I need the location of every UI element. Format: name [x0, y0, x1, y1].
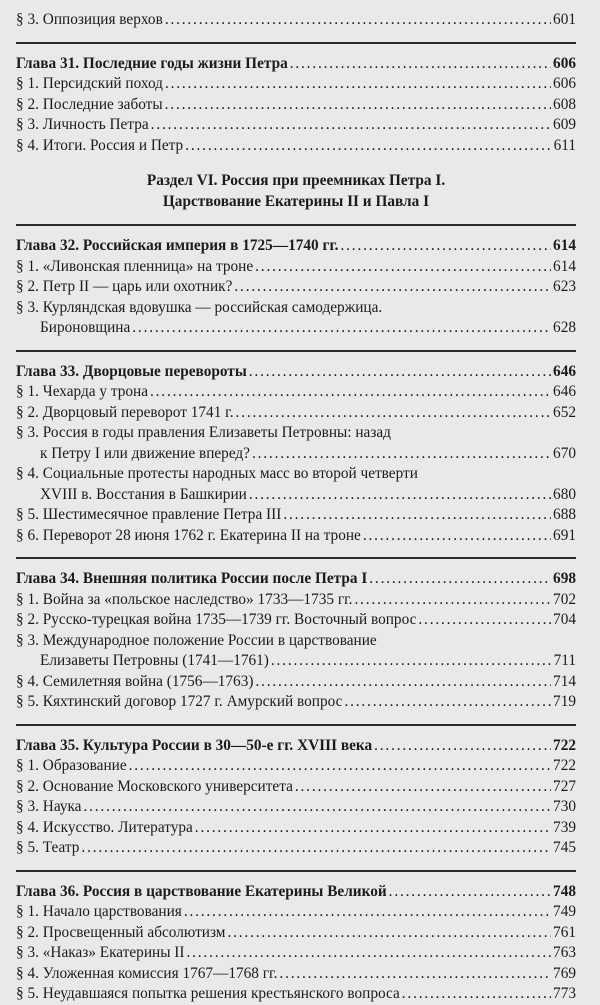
toc-section-label-continued: Елизаветы Петровны (1741—1761) — [40, 652, 269, 669]
toc-section-label: § 3. Международное положение России в царствование — [16, 631, 377, 649]
toc-section — [16, 756, 576, 777]
toc-section-label: § 4. Итоги. Россия и Петр — [16, 136, 184, 154]
leader-dots — [236, 403, 552, 424]
toc-section-continuation — [16, 318, 576, 339]
toc-section-label: § 1. Чехарда у трона — [16, 383, 148, 400]
leader-dots — [81, 838, 551, 859]
toc-page-number: 722 — [553, 757, 576, 774]
toc-page-number: 702 — [553, 590, 576, 608]
toc-page-number: 623 — [553, 278, 576, 295]
toc-chapter-31 — [16, 42, 576, 75]
leader-dots — [355, 590, 552, 611]
toc-section — [16, 797, 576, 818]
toc-page-number: 769 — [553, 964, 576, 982]
toc-section-label: § 3. Россия в годы правления Елизаветы Петровны: назад — [16, 424, 391, 441]
toc-page-number: 711 — [553, 652, 576, 669]
leader-dots — [255, 257, 551, 278]
leader-dots — [344, 692, 551, 713]
toc-page-number: 698 — [553, 570, 576, 587]
toc-page-number: 628 — [553, 319, 576, 336]
toc-section — [16, 257, 576, 278]
leader-dots — [252, 444, 551, 465]
toc-section — [16, 943, 576, 964]
toc-section-continuation — [16, 444, 576, 465]
toc-page-number: 727 — [553, 777, 576, 795]
leader-dots — [132, 318, 551, 339]
leader-dots — [165, 95, 551, 116]
toc-section-label: § 2. Просвещенный абсолютизм — [16, 923, 226, 941]
leader-dots — [184, 902, 551, 923]
toc-page-number: 749 — [553, 903, 576, 920]
toc-page-number: 739 — [553, 818, 576, 836]
leader-dots — [363, 526, 551, 547]
toc-section-label: § 5. Неудавшаяся попытка решения крестьянского вопроса — [16, 985, 400, 1002]
toc-chapter-title: Глава 35. Культура России в 30—50-е гг. XVIII века — [16, 736, 373, 754]
leader-dots — [255, 672, 551, 693]
toc-page-number: 691 — [553, 526, 576, 544]
toc-section — [16, 277, 576, 298]
toc-chapter-36 — [16, 870, 576, 903]
leader-dots — [418, 610, 551, 631]
leader-dots — [186, 943, 551, 964]
toc-section-multiline — [16, 423, 576, 464]
leader-dots — [227, 923, 551, 944]
toc-section-label: § 2. Дворцовый переворот 1741 г. — [16, 403, 234, 421]
toc-section-label: § 4. Социальные протесты народных масс во второй четверти — [16, 465, 418, 482]
toc-page-number: 611 — [553, 136, 576, 154]
toc-section — [16, 115, 576, 136]
toc-page-number: 646 — [553, 383, 576, 400]
toc-page-number: 688 — [553, 506, 576, 523]
toc-section-label: § 2. Основание Московского университета — [16, 777, 293, 795]
toc-section — [16, 590, 576, 611]
toc-section — [16, 777, 576, 798]
toc-section-label-continued: к Петру I или движение вперед? — [40, 444, 250, 462]
toc-page-number: 606 — [553, 54, 576, 72]
toc-section-label: § 1. «Ливонская пленница» на троне — [16, 257, 254, 275]
toc-page-number: 722 — [553, 736, 576, 754]
toc-chapter-title: Глава 34. Внешняя политика России после Петра I — [16, 570, 368, 587]
toc-section-label: § 3. Наука — [16, 798, 82, 815]
toc-section-label: § 2. Последние заботы — [16, 95, 163, 113]
toc-section-label: § 4. Искусство. Литература — [16, 818, 193, 836]
toc-section-label: § 1. Персидский поход — [16, 75, 163, 92]
leader-dots — [279, 964, 551, 985]
toc-section-label: § 6. Переворот 28 июня 1762 г. Екатерина II на троне — [16, 526, 361, 544]
leader-dots — [150, 382, 551, 403]
toc-section — [16, 672, 576, 693]
leader-dots — [283, 505, 551, 526]
toc-section — [16, 692, 576, 713]
toc-page-number: 763 — [553, 944, 576, 961]
toc-section — [16, 902, 576, 923]
toc-section-label: § 1. Образование — [16, 757, 127, 774]
toc-chapter-33 — [16, 350, 576, 383]
toc-page-number: 646 — [553, 362, 576, 380]
toc-section — [16, 610, 576, 631]
leader-dots — [369, 569, 551, 590]
leader-dots — [341, 236, 552, 257]
toc-page-number: 680 — [553, 485, 576, 503]
toc-section-label: § 3. Личность Петра — [16, 116, 149, 133]
leader-dots — [271, 651, 552, 672]
leader-dots — [165, 74, 551, 95]
toc-page-number: 773 — [553, 985, 576, 1002]
toc-page-number: 748 — [553, 882, 576, 900]
toc-section — [16, 505, 576, 526]
toc-section-label: § 1. Начало царствования — [16, 903, 182, 920]
part-heading — [16, 170, 576, 212]
leader-dots — [290, 54, 551, 75]
part-heading-line2: Царствование Екатерины II и Павла I — [162, 193, 430, 210]
leader-dots — [83, 797, 551, 818]
leader-dots — [195, 818, 551, 839]
toc-section — [16, 95, 576, 116]
toc-section-continuation — [16, 485, 576, 506]
toc-section — [16, 984, 576, 1005]
toc-page-number: 745 — [553, 839, 576, 856]
toc-section-label: § 2. Петр II — царь или охотник? — [16, 278, 233, 295]
leader-dots — [151, 115, 551, 136]
toc-section — [16, 10, 576, 31]
toc-page-number: 714 — [553, 672, 576, 690]
toc-section-label: § 4. Уложенная комиссия 1767—1768 гг. — [16, 964, 278, 982]
toc-section-label: § 3. Оппозиция верхов — [16, 11, 163, 28]
toc-section-label: § 2. Русско-турецкая война 1735—1739 гг. Восточный вопрос — [16, 611, 417, 628]
toc-section-label-continued: Бироновщина — [40, 319, 131, 336]
leader-dots — [234, 277, 551, 298]
toc-section — [16, 964, 576, 985]
toc-section — [16, 74, 576, 95]
toc-chapter-32 — [16, 224, 576, 257]
part-heading-line1: Раздел VI. Россия при преемниках Петра I. — [146, 172, 446, 189]
toc-section — [16, 526, 576, 547]
toc-page-number: 614 — [553, 257, 576, 275]
toc-section-label: § 5. Кяхтинский договор 1727 г. Амурский вопрос — [16, 693, 343, 710]
toc-page-number: 719 — [553, 693, 576, 710]
toc-page-number: 761 — [553, 923, 576, 941]
toc-section-multiline — [16, 631, 576, 672]
toc-section — [16, 923, 576, 944]
toc-section — [16, 818, 576, 839]
leader-dots — [295, 777, 551, 798]
leader-dots — [374, 736, 551, 757]
toc-page-number: 601 — [553, 11, 576, 28]
leader-dots — [389, 882, 551, 903]
leader-dots — [129, 756, 551, 777]
toc-section-multiline — [16, 464, 576, 505]
toc-section-label: § 3. Курляндская вдовушка — российская самодержица. — [16, 298, 383, 316]
toc-section-label: § 5. Театр — [16, 839, 80, 856]
toc-section-continuation — [16, 651, 576, 672]
toc-section — [16, 382, 576, 403]
toc-page-number: 670 — [553, 444, 576, 462]
toc-section-label: § 4. Семилетняя война (1756—1763) — [16, 672, 254, 690]
toc-page-number: 652 — [553, 403, 576, 421]
leader-dots — [402, 984, 551, 1005]
toc-chapter-34 — [16, 557, 576, 590]
toc-section — [16, 136, 576, 157]
toc-section-multiline — [16, 298, 576, 339]
leader-dots — [249, 485, 551, 506]
toc-page-number: 608 — [553, 95, 576, 113]
toc-section — [16, 403, 576, 424]
toc-page-number: 730 — [553, 798, 576, 815]
toc-section-label-continued: XVIII в. Восстания в Башкирии — [40, 485, 247, 503]
leader-dots — [249, 362, 551, 383]
leader-dots — [165, 10, 551, 31]
toc-chapter-35 — [16, 724, 576, 757]
leader-dots — [185, 136, 551, 157]
toc-page-number: 704 — [553, 611, 576, 628]
toc-section-label: § 5. Шестимесячное правление Петра III — [16, 506, 282, 523]
toc-section-label: § 3. «Наказ» Екатерины II — [16, 944, 185, 961]
toc-page-number: 606 — [553, 75, 576, 92]
toc-page-number: 609 — [553, 116, 576, 133]
toc-page-number: 614 — [553, 237, 576, 254]
toc-section — [16, 838, 576, 859]
toc-chapter-title: Глава 33. Дворцовые перевороты — [16, 362, 247, 380]
toc-chapter-title: Глава 36. Россия в царствование Екатерины Великой — [16, 882, 387, 900]
toc-chapter-title: Глава 31. Последние годы жизни Петра — [16, 54, 288, 72]
toc-section-label: § 1. Война за «польское наследство» 1733—1735 гг. — [16, 590, 353, 608]
toc-chapter-title: Глава 32. Российская империя в 1725—1740 гг. — [16, 237, 339, 254]
